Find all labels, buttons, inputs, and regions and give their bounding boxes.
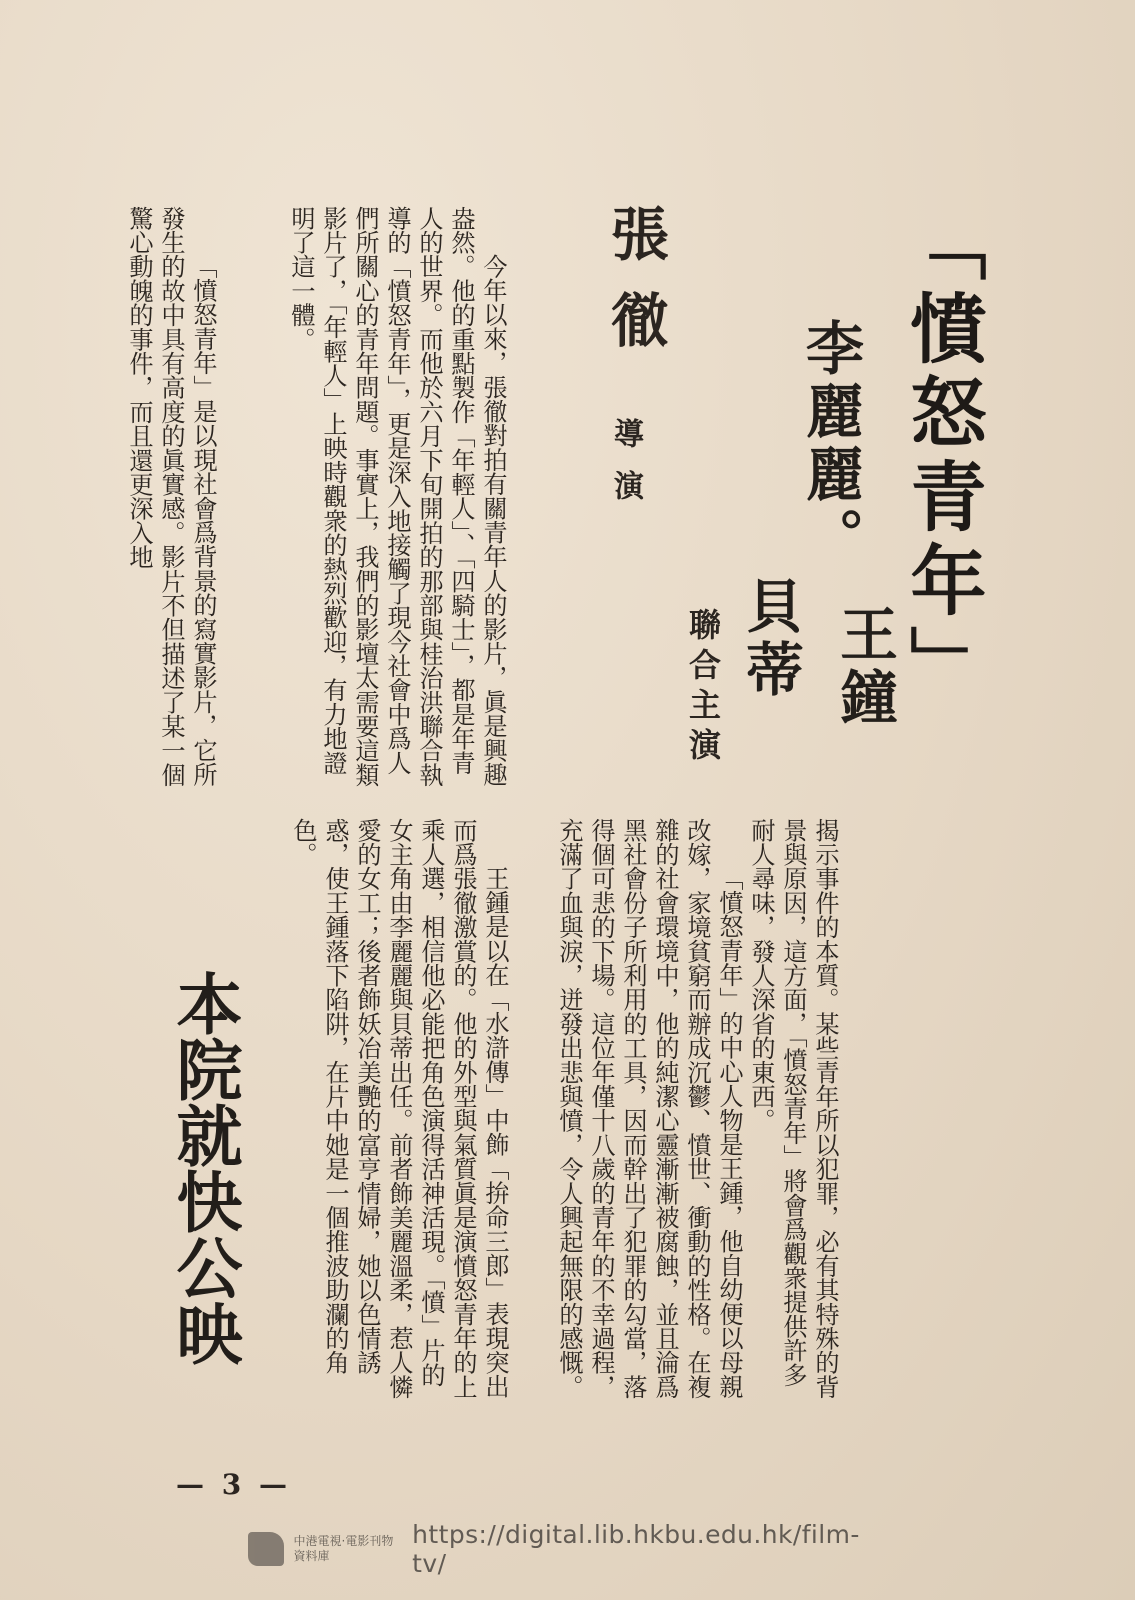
actor-li-lili: 李麗麗。 [796, 318, 864, 570]
archive-name: 中港電視·電影刊物資料庫 [293, 1534, 394, 1563]
footer-watermark [248, 1520, 888, 1578]
article-paragraph-4 [287, 818, 511, 1408]
paragraph-text: 王鍾是以在「水滸傳」中飾「拚命三郎」表現突出而爲張徹激賞的。他的外型與氣質眞是演憤怒青年的上乘人選，相信他必能把角色演得活神活現。「憤」片的女主角由李麗麗與貝蒂出任。前者飾美麗溫柔，惹人憐愛的女工；後者飾妖冶美艷的富亨情婦，她以色情誘惑，使王鍾落下陷阱，在片中她是一個推波助瀾的角色。 [289, 818, 509, 1399]
film-title: 「憤怒青年」 [898, 205, 987, 709]
article-paragraph-1 [285, 206, 509, 790]
archive-url[interactable]: https://digital.lib.hkbu.edu.hk/film-tv/ [412, 1520, 860, 1578]
coming-soon-notice: 本院就快公映 [165, 970, 242, 1366]
article-paragraph-2 [123, 206, 219, 790]
actor-wang-zhong: 王鐘 [830, 604, 898, 730]
director-credit: 導演 [608, 418, 643, 522]
article-paragraph-3 [553, 818, 841, 1408]
co-starring-credit: 聯合主演 [684, 608, 722, 768]
paragraph-text: 揭示事件的本質。某些青年所以犯罪，必有其特殊的背景與原因，這方面，「憤怒青年」將會爲觀衆提供許多耐人尋味，發人深省的東西。 [747, 818, 839, 1399]
paragraph-text: 「憤怒青年」是以現社會爲背景的寫實影片，它所發生的故中具有高度的眞實感。影片不但描述了某一個驚心動魄的事件，而且還更深入地 [125, 206, 217, 787]
paragraph-text: 今年以來，張徹對拍有關青年人的影片，眞是興趣盎然。他的重點製作「年輕人」、「四騎士」，都是年青人的世界。而他於六月下旬開拍的那部與桂治洪聯合執導的「憤怒青年」，更是深入地接觸了現今社會中爲人們所關心的青年問題。事實上，我們的影壇太需要這類影片了，「年輕人」上映時觀衆的熱烈歡迎，有力地證明了這一體。 [287, 206, 507, 787]
director-name: 張徹 [601, 204, 669, 376]
page-number: — 3 — [176, 1468, 291, 1501]
archive-logo-icon [248, 1532, 284, 1566]
paragraph-text: 「憤怒青年」的中心人物是王鍾，他自幼便以母親改嫁，家境貧窮而辦成沉鬱、憤世、衝動的性格。在複雜的社會環境中，他的純潔心靈漸漸被腐蝕，並且淪爲黑社會份子所利用的工具，因而幹出了犯罪的勾當，落得個可悲的下場。這位年僅十八歲的青年的不幸過程，充滿了血與淚，迸發出悲與憤，令人興起無限的感慨。 [555, 818, 743, 1399]
actor-bei-di: 貝蒂 [736, 576, 804, 702]
